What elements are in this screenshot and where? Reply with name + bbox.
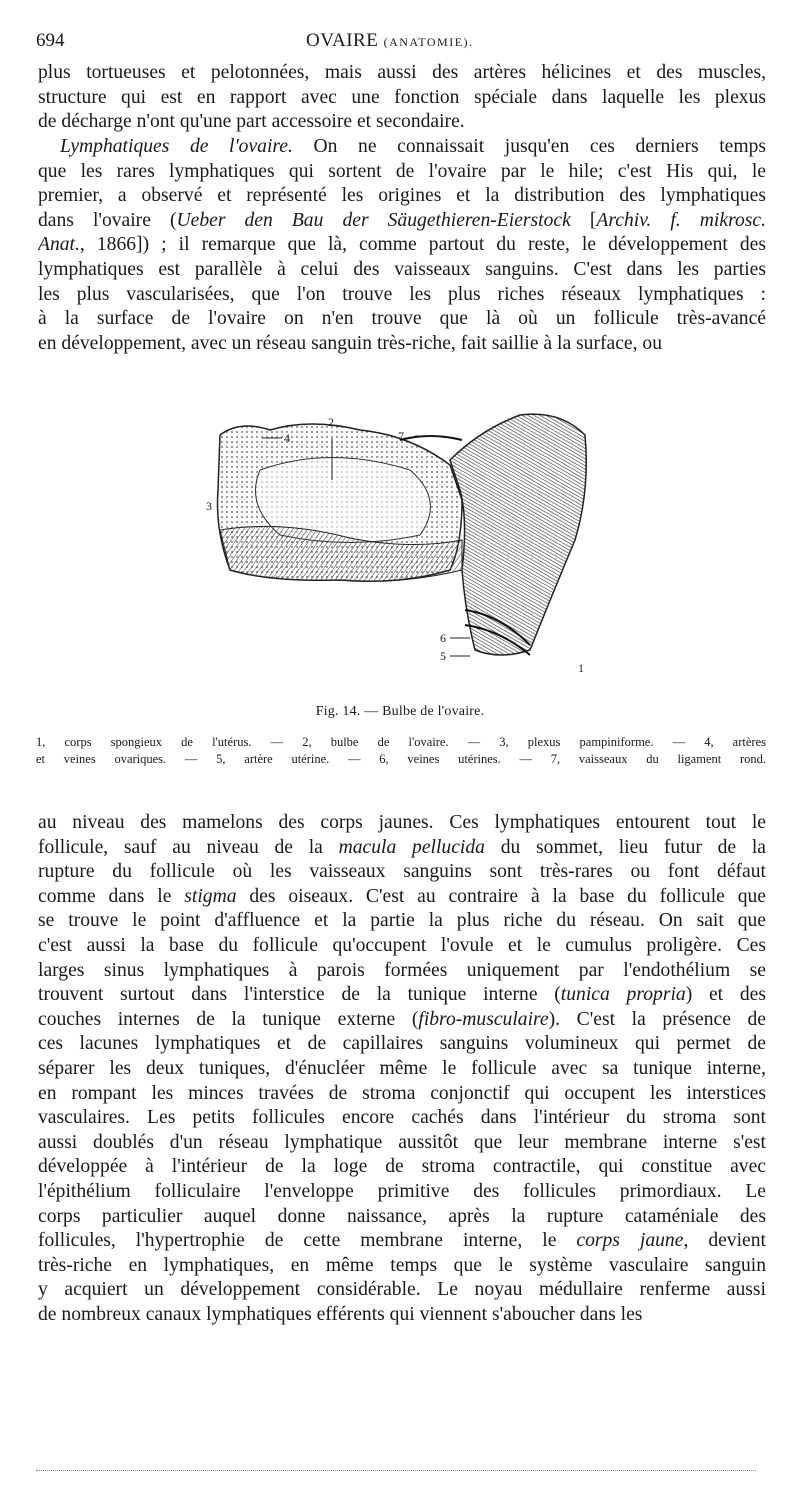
text-line [38,811,766,836]
text-segment: séparer les deux tuniques, d'énucléer même le follicule avec sa tunique interne, [38,1057,766,1079]
italic-segment: Lymphatiques de l'ovaire. [60,136,293,157]
text-line [38,983,766,1008]
text-line [38,1205,766,1230]
text-line [38,1254,766,1279]
text-segment: de nombreux canaux lymphatiques efférents qui viennent s'aboucher dans les [38,1303,643,1325]
figure-title: — Bulbe de l'ovaire. [364,704,485,719]
text-segment: très-riche en lymphatiques, en même temps que le système vasculaire sanguin [38,1254,766,1276]
italic-segment: Anat. [38,234,80,256]
italic-segment: stigma [184,885,237,907]
text-line [38,258,766,283]
text-line [38,1303,766,1328]
figure-label-3: 3 [206,499,212,513]
text-segment: , devient [683,1230,766,1252]
text-line [38,1180,766,1205]
running-header [36,30,766,54]
italic-segment: macula pellucida [338,836,485,858]
text-segment: c'est aussi la base du follicule qu'occupent l'ovule et le cumulus proligère. Ces [38,934,766,956]
text-line [38,283,766,308]
legend-line: 1, corps spongieux de l'utérus. — 2, bulbe de l'ovaire. — 3, plexus pampiniforme. — 4, artères [36,735,766,749]
uterus-spongy-body [450,414,586,655]
text-line [38,909,766,934]
figure-number: Fig. 14. [315,704,361,719]
text-segment: couches internes de la tunique externe ( [38,1008,419,1030]
text-segment: larges sinus lymphatiques à parois formées uniquement par l'endothélium se [38,959,766,981]
text-line: structure qui est en rapport avec une fonction spéciale dans laquelle les plexus [38,86,766,108]
figure-label-4: 4 [284,431,290,445]
text-line [38,1278,766,1303]
legend-line: et veines ovariques. — 5, artère utérine. — 6, veines utérines. — 7, vaisseaux du ligament rond. [36,752,766,766]
text-line [38,959,766,984]
text-line [38,307,766,332]
italic-segment: fibro-musculaire [418,1008,549,1030]
text-segment: y acquiert un développement considérable. Le noyau médullaire renferme aussi [38,1279,766,1301]
page-number: 694 [36,30,65,51]
italic-segment: Ueber den Bau der Säugethieren-Eierstock [176,209,571,231]
text-segment: vasculaires. Les petits follicules encore cachés dans l'intérieur du stroma sont [38,1107,766,1129]
text-line [38,332,766,357]
running-title-main: OVAIRE [306,30,379,51]
text-line [38,836,766,861]
text-segment: des oiseaux. C'est au contraire à la base du follicule que [236,885,766,907]
text-segment: ). C'est la présence de [548,1008,766,1030]
text-segment: aussi doublés d'un réseau lymphatique aussitôt que leur membrane interne s'est [38,1131,766,1153]
figure-ovarian-bulb [200,410,590,680]
running-title-sub: (ANATOMIE). [383,35,474,49]
text-segment: à la surface de l'ovaire on n'en trouve que là où un follicule très-avancé [38,308,766,330]
text-segment: dans l'ovaire ( [38,209,177,231]
text-line: de décharge n'ont qu'une part accessoire et secondaire. [38,111,465,133]
figure-label-7: 7 [398,429,404,443]
round-ligament-vessels [400,436,462,440]
figure-label-2: 2 [328,415,334,429]
text-segment: [ [570,209,597,231]
text-segment: rupture du follicule où les vaisseaux sanguins sont très-rares ou font défaut [38,861,766,883]
text-segment: au niveau des mamelons des corps jaunes. Ces lymphatiques entourent tout le [38,812,766,833]
italic-segment: corps jaune [576,1230,684,1252]
text-line [38,160,766,185]
text-line [38,860,766,885]
text-line [38,1082,766,1107]
text-segment: se trouve le point d'affluence et la partie la plus riche du réseau. On sait que [38,910,766,932]
text-line [38,135,766,160]
text-segment: On ne connaissait jusqu'en ces derniers temps [292,136,766,157]
figure-legend [36,734,766,768]
text-segment: comme dans le [38,885,185,907]
figure-label-5: 5 [440,649,446,663]
figure-label-6: 6 [440,631,446,645]
text-line [38,1106,766,1131]
text-line [38,1032,766,1057]
text-segment: premier, a observé et représenté les origines et la distribution des lymphatiques [38,185,766,207]
paragraph-continuation [38,61,766,135]
text-segment: follicule, sauf au niveau de la [38,836,339,858]
text-segment: trouvent surtout dans l'interstice de la tunique interne ( [38,984,561,1006]
text-line [38,1057,766,1082]
running-title [306,30,474,52]
paragraph-follicle [38,811,766,1327]
paragraph-lymphatiques [38,135,766,356]
text-segment: en rompant les minces travées de stroma conjonctif qui occupent les interstices [38,1082,766,1104]
figure-caption [0,704,800,720]
text-line [38,1008,766,1033]
text-segment: ces lacunes lymphatiques et de capillaires sanguins volumineux qui permet de [38,1033,766,1055]
text-line [38,1131,766,1156]
text-line: plus tortueuses et pelotonnées, mais aussi des artères hélicines et des muscles, [38,62,766,83]
text-segment: l'épithélium folliculaire l'enveloppe primitive des follicules primordiaux. Le [38,1180,766,1202]
text-segment: follicules, l'hypertrophie de cette membrane interne, le [38,1230,577,1252]
text-line [38,209,766,234]
text-segment: lymphatiques est parallèle à celui des vaisseaux sanguins. C'est dans les parties [38,258,766,280]
text-line [38,934,766,959]
text-line [38,885,766,910]
text-segment: développée à l'intérieur de la loge de stroma contractile, qui constitue avec [38,1156,766,1178]
text-line [38,1155,766,1180]
text-segment: corps particulier auquel donne naissance, après la rupture cataméniale des [38,1205,766,1227]
text-segment: ) et des [685,984,766,1006]
italic-segment: Archiv. f. mikrosc. [596,209,766,231]
italic-segment: tunica propria [560,984,686,1006]
anatomical-illustration [200,410,590,680]
text-segment: du sommet, lieu futur de la [484,836,766,858]
text-segment: en développement, avec un réseau sanguin très-riche, fait saillie à la surface, ou [38,332,663,354]
text-segment: que les rares lymphatiques qui sortent de l'ovaire par le hile; c'est His qui, le [38,160,766,182]
text-line [38,233,766,258]
text-line [38,184,766,209]
text-line [38,1229,766,1254]
footer-rule [36,1470,756,1471]
text-segment: , 1866]) ; il remarque que là, comme partout du reste, le développement des [79,234,766,256]
figure-label-1: 1 [578,661,584,675]
text-segment: les plus vascularisées, que l'on trouve les plus riches réseaux lymphatiques : [38,283,766,305]
